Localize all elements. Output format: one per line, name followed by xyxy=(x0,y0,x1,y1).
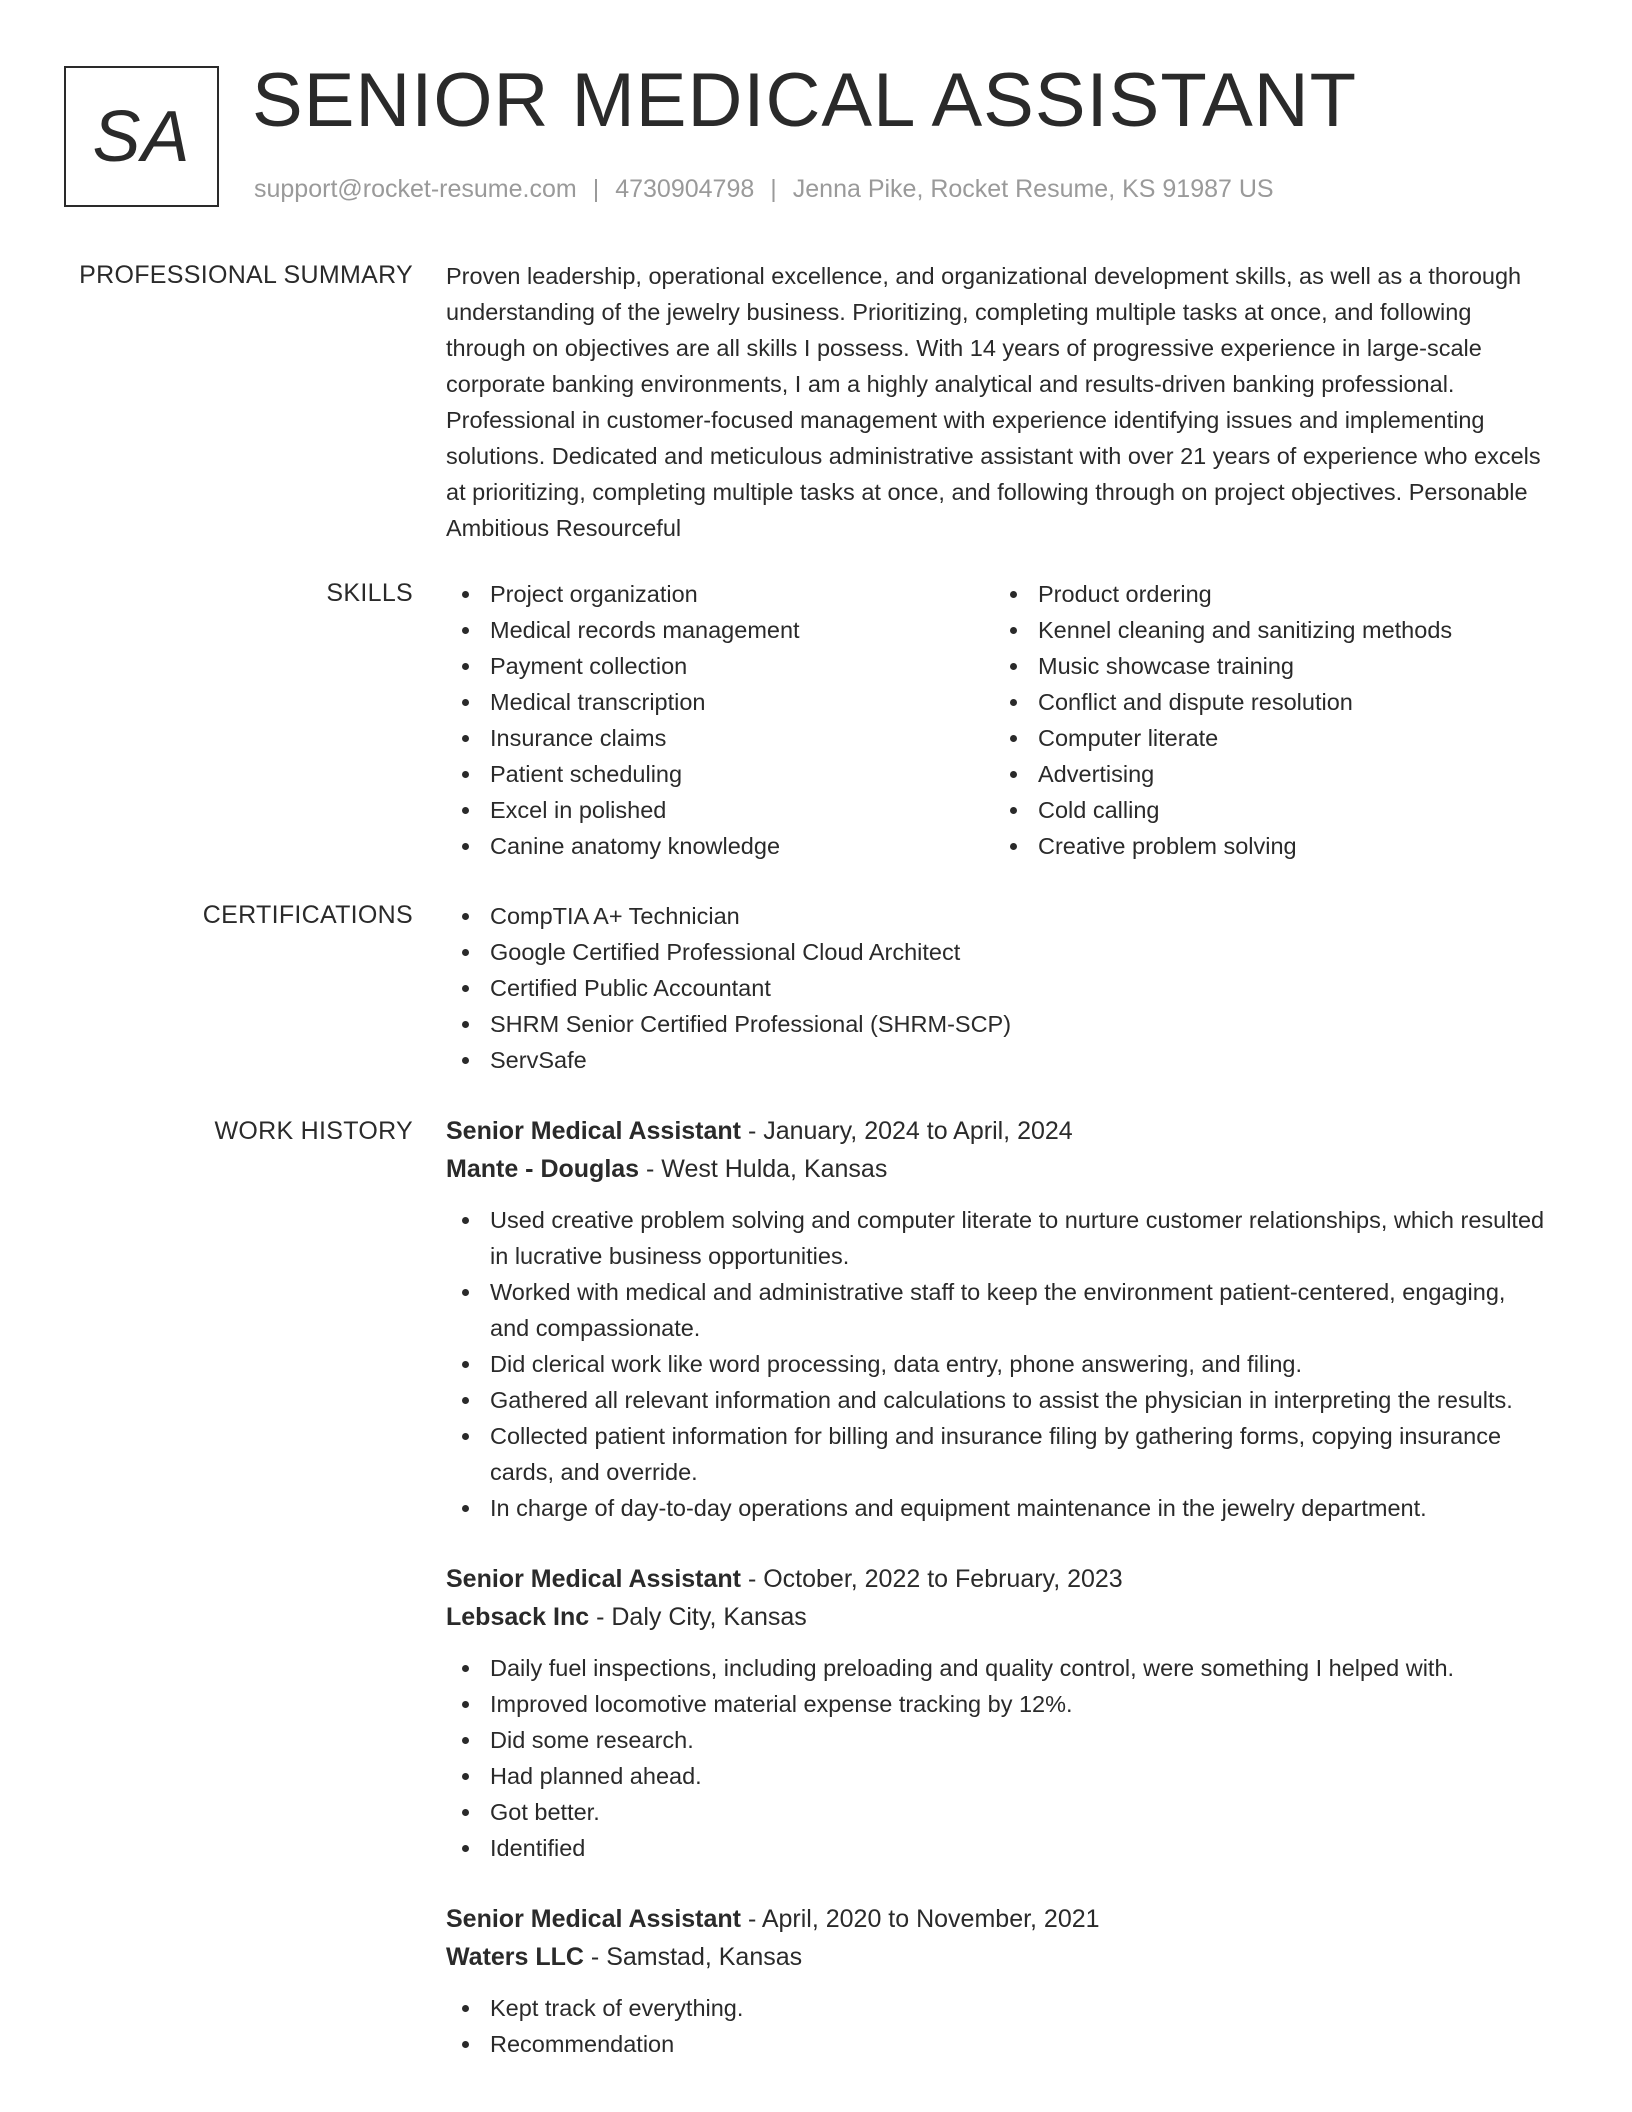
list-item: Cold calling xyxy=(994,792,1542,828)
job-role: Senior Medical Assistant xyxy=(446,1565,741,1593)
summary-text: Proven leadership, operational excellence, and organizational development skills, as well as a thorough understanding of the jewelry business. Prioritizing, completing multiple tasks at once, and following through on objectives are all skills I possess. With 14 years of progressive experience in large-scale corporate banking environments, I am a highly analytical and results-driven banking professional. Professional in customer-focused management with experience identifying issues and implementing solutions. Dedicated and meticulous administrative assistant with over 21 years of experience who excels at prioritizing, completing multiple tasks at once, and following through on project objectives. Personable Ambitious Resourceful xyxy=(446,263,1541,541)
list-item: Collected patient information for billing and insurance filing by gathering forms, copying insurance cards, and override. xyxy=(446,1418,1546,1490)
list-item: Did some research. xyxy=(446,1722,1546,1758)
section-title-certifications: CERTIFICATIONS xyxy=(202,901,413,929)
job-dates: - April, 2020 to November, 2021 xyxy=(741,1905,1100,1933)
job-role-line xyxy=(446,1900,1546,1938)
list-item: Insurance claims xyxy=(446,720,994,756)
contact-phone[interactable]: 4730904798 xyxy=(615,175,755,203)
job-dates: - October, 2022 to February, 2023 xyxy=(741,1565,1123,1593)
job-role-line xyxy=(446,1112,1546,1150)
job-company-line xyxy=(446,1150,1546,1188)
list-item: Worked with medical and administrative staff to keep the environment patient-centered, engaging, and compassionate. xyxy=(446,1274,1546,1346)
job-role: Senior Medical Assistant xyxy=(446,1905,741,1933)
contact-line xyxy=(254,172,1274,206)
work-history-body xyxy=(446,1112,1546,2096)
list-item: Improved locomotive material expense tracking by 12%. xyxy=(446,1686,1546,1722)
list-item: Certified Public Accountant xyxy=(446,970,1546,1006)
job-duties-list xyxy=(446,1202,1546,1526)
list-item: Kept track of everything. xyxy=(446,1990,1546,2026)
list-item: Computer literate xyxy=(994,720,1542,756)
certifications-list xyxy=(446,898,1546,1078)
job-location: - Samstad, Kansas xyxy=(583,1943,803,1971)
list-item: In charge of day-to-day operations and equipment maintenance in the jewelry department. xyxy=(446,1490,1546,1526)
job-company-line xyxy=(446,1938,1546,1976)
job-dates: - January, 2024 to April, 2024 xyxy=(741,1117,1073,1145)
list-item: Music showcase training xyxy=(994,648,1542,684)
list-item: Recommendation xyxy=(446,2026,1546,2062)
list-item: CompTIA A+ Technician xyxy=(446,898,1546,934)
list-item: Daily fuel inspections, including preloading and quality control, were something I helped with. xyxy=(446,1650,1546,1686)
list-item: Kennel cleaning and sanitizing methods xyxy=(994,612,1542,648)
list-item: Did clerical work like word processing, data entry, phone answering, and filing. xyxy=(446,1346,1546,1382)
job-role: Senior Medical Assistant xyxy=(446,1117,741,1145)
list-item: Creative problem solving xyxy=(994,828,1542,864)
contact-separator: | xyxy=(770,175,777,203)
list-item: Had planned ahead. xyxy=(446,1758,1546,1794)
list-item: Payment collection xyxy=(446,648,994,684)
job-company-line xyxy=(446,1598,1546,1636)
section-title-skills: SKILLS xyxy=(326,579,413,607)
job-company: Waters LLC xyxy=(446,1943,584,1971)
list-item: SHRM Senior Certified Professional (SHRM-SCP) xyxy=(446,1006,1546,1042)
monogram-logo: SA xyxy=(64,66,219,207)
job-entry xyxy=(446,1900,1546,2062)
section-title-work-history: WORK HISTORY xyxy=(214,1117,413,1145)
list-item: Got better. xyxy=(446,1794,1546,1830)
list-item: Patient scheduling xyxy=(446,756,994,792)
resume-title: SENIOR MEDICAL ASSISTANT xyxy=(252,58,1358,143)
list-item: Canine anatomy knowledge xyxy=(446,828,994,864)
list-item: Project organization xyxy=(446,576,994,612)
skills-list-right xyxy=(994,576,1542,864)
job-entry xyxy=(446,1112,1546,1526)
contact-separator: | xyxy=(592,175,600,203)
list-item: Medical transcription xyxy=(446,684,994,720)
list-item: Used creative problem solving and computer literate to nurture customer relationships, which resulted in lucrative business opportunities. xyxy=(446,1202,1546,1274)
certifications-body xyxy=(446,898,1546,1078)
list-item: Advertising xyxy=(994,756,1542,792)
list-item: Conflict and dispute resolution xyxy=(994,684,1542,720)
skills-list-left xyxy=(446,576,994,864)
job-entry xyxy=(446,1560,1546,1866)
list-item: Medical records management xyxy=(446,612,994,648)
job-duties-list xyxy=(446,1650,1546,1866)
contact-address: Jenna Pike, Rocket Resume, KS 91987 US xyxy=(792,175,1274,203)
job-location: - West Hulda, Kansas xyxy=(639,1155,888,1183)
list-item: Gathered all relevant information and calculations to assist the physician in interpreting the results. xyxy=(446,1382,1546,1418)
list-item: Excel in polished xyxy=(446,792,994,828)
job-role-line xyxy=(446,1560,1546,1598)
list-item: Identified xyxy=(446,1830,1546,1866)
skills-columns xyxy=(446,576,1546,864)
job-company: Lebsack Inc xyxy=(446,1603,590,1631)
list-item: Product ordering xyxy=(994,576,1542,612)
section-title-summary: PROFESSIONAL SUMMARY xyxy=(79,261,413,289)
job-duties-list xyxy=(446,1990,1546,2062)
list-item: ServSafe xyxy=(446,1042,1546,1078)
contact-email[interactable]: support@rocket-resume.com xyxy=(254,175,577,203)
list-item: Google Certified Professional Cloud Architect xyxy=(446,934,1546,970)
job-company: Mante - Douglas xyxy=(446,1155,640,1183)
job-location: - Daly City, Kansas xyxy=(589,1603,807,1631)
